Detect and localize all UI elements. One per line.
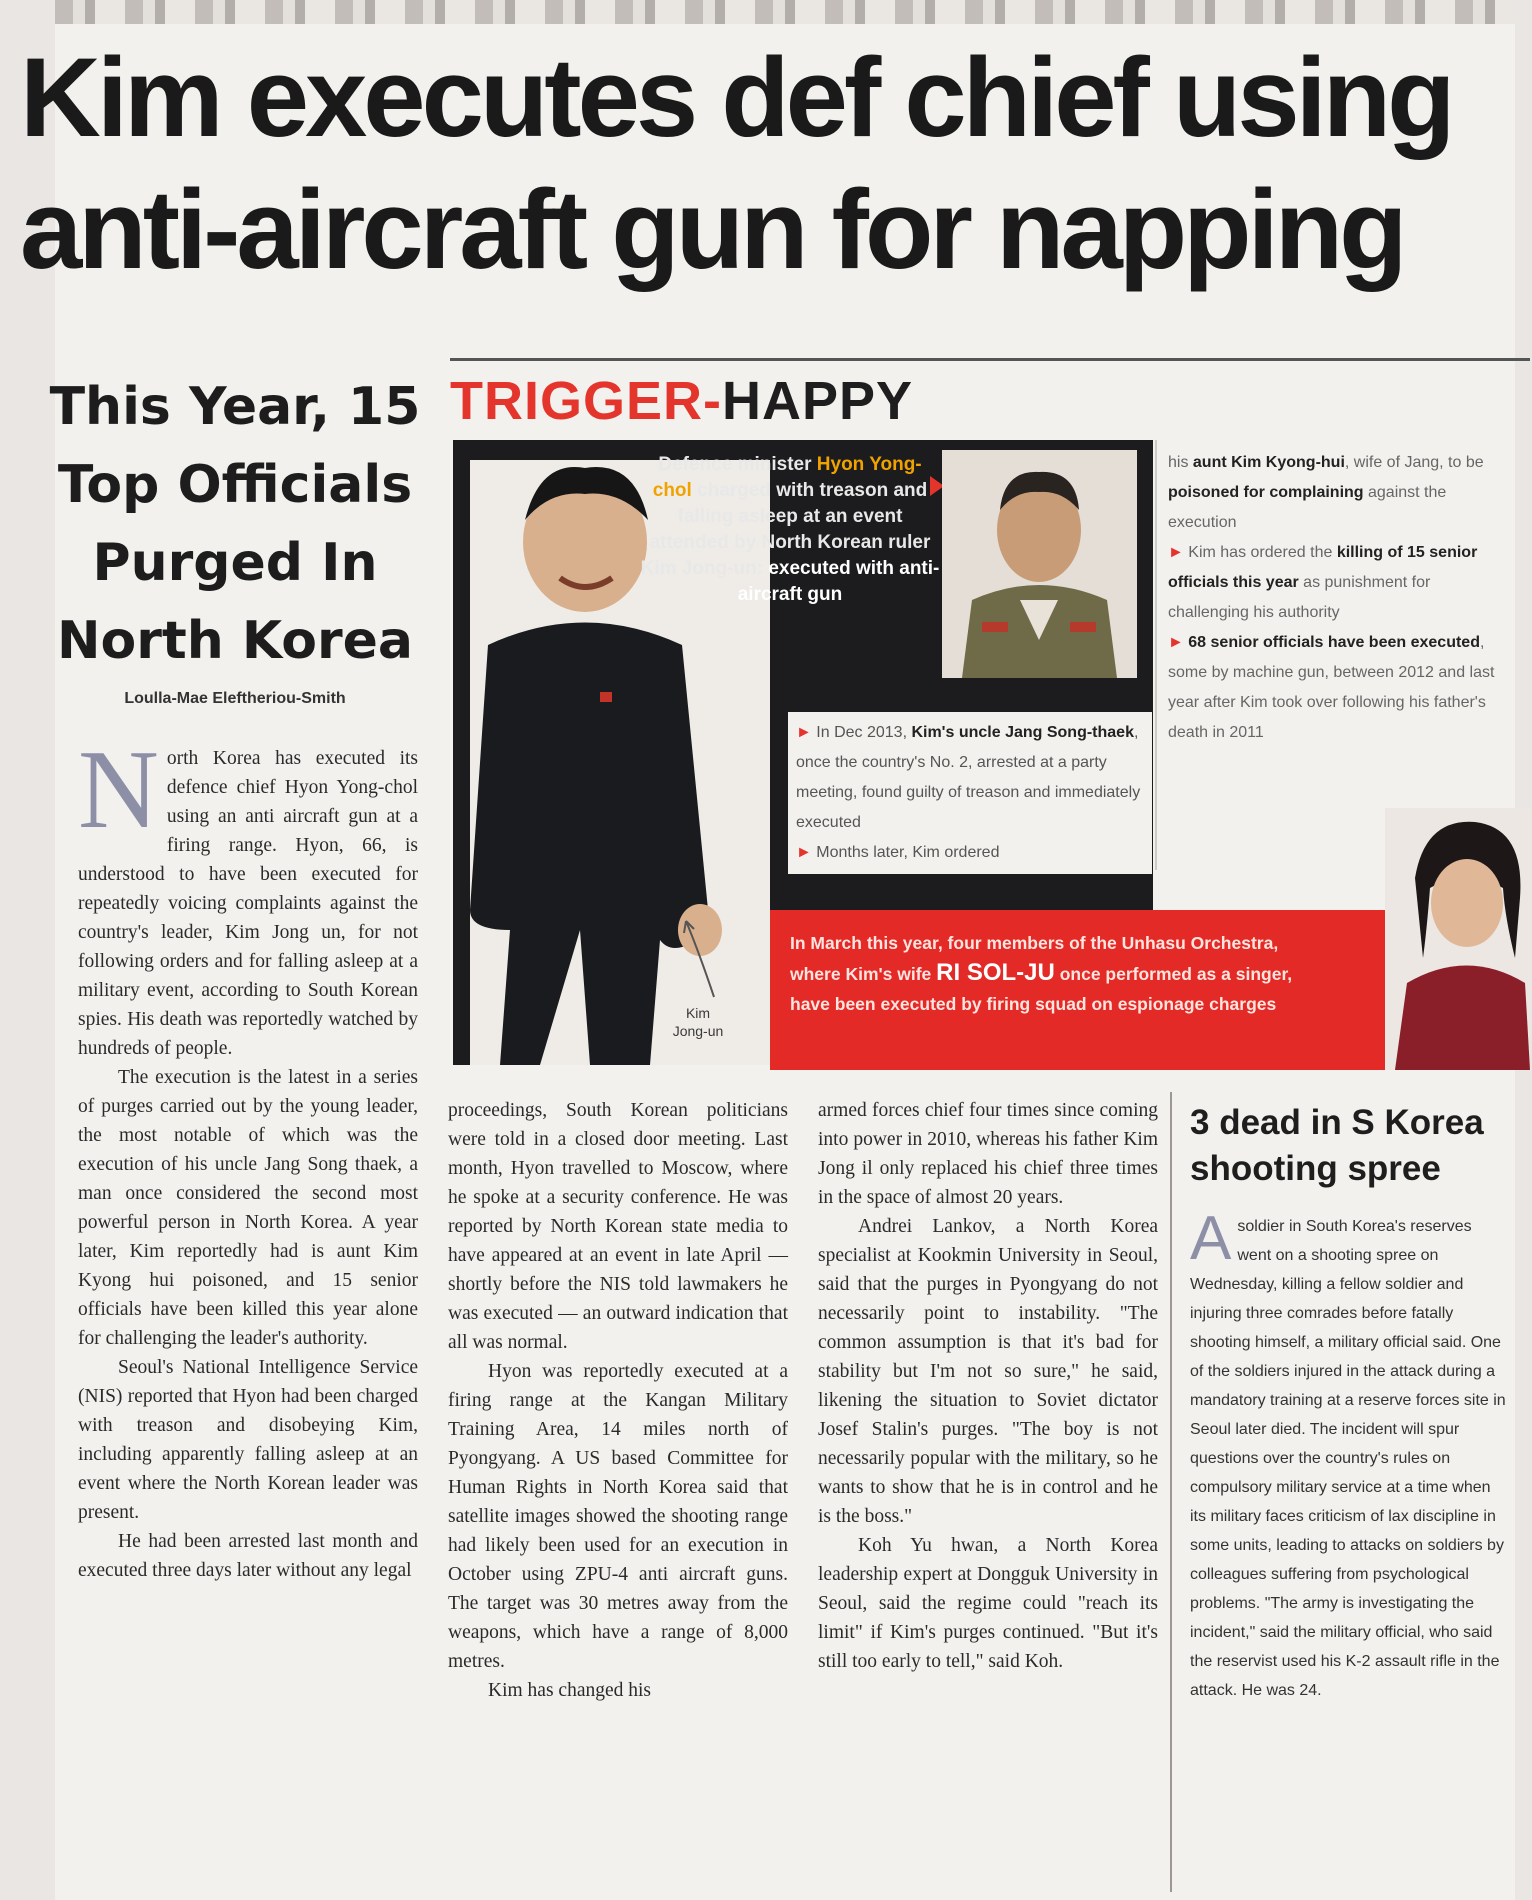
pointer-line-icon	[680, 915, 720, 1000]
hyon-caption: Defence minister Hyon Yong-chol charged with treason and falling asleep at an event attended by North Korean ruler Kim Jong-un: executed with anti-aircraft gun	[640, 454, 940, 605]
article-paragraph: The execution is the latest in a series of purges carried out by the young leader, the most notable of which was the execution of his uncle Jang Song thaek, a man once considered the second most powerful person in North Korea. A year later, Kim reportedly had is aunt Kim Kyong hui poisoned, and 15 senior officials have been killed this year alone for challenging the leader's authority.	[78, 1067, 418, 1349]
timeline-item: ► Months later, Kim ordered	[796, 844, 1000, 861]
article-paragraph: proceedings, South Korean politicians were told in a closed door meeting. Last month, Hyon travelled to Moscow, where he spoke at a security conference. He was reported by North Korean state media to have appeared at an event in late April — shortly before the NIS told lawmakers he was executed — an outward indication that all was normal.	[448, 1100, 788, 1353]
sidebar-headline: 3 dead in S Korea shooting spree	[1190, 1103, 1484, 1188]
timeline-item: ► 68 senior officials have been executed, some by machine gun, between 2012 and last year after Kim took over following his father's death in 2011	[1168, 634, 1495, 741]
article-column-1	[78, 728, 418, 1585]
article-column-2	[448, 1096, 788, 1705]
subhead: This Year, 15 Top Officials Purged In North Korea	[49, 377, 421, 671]
article-paragraph: Hyon was reportedly executed at a firing range at the Kangan Military Training Area, 14 miles north of Pyongyang. A US based Committee for Human Rights in North Korea said that satellite images showed the shooting range had likely been used for an execution in October using ZPU-4 anti aircraft guns. The target was 30 metres away from the weapons, which have a range of 8,000 metres.	[448, 1361, 788, 1672]
headline: Kim executes def chief using anti-aircraft gun for napping	[20, 35, 1452, 292]
ri-sol-ju-photo	[1385, 808, 1530, 1070]
article-paragraph: armed forces chief four times since coming into power in 2010, whereas his father Kim Jong il only replaced his chief three times in the space of almost 20 years.	[818, 1100, 1158, 1208]
red-banner-text: In March this year, four members of the Unhasu Orchestra, where Kim's wife RI SOL-JU once performed as a singer, have been executed by firing squad on espionage charges	[790, 933, 1293, 1014]
kim-photo-label: Kim Jong-un	[672, 1005, 724, 1039]
header-rule	[450, 358, 1530, 361]
timeline-item: his aunt Kim Kyong-hui, wife of Jang, to be poisoned for complaining against the execution	[1168, 454, 1484, 531]
drop-cap: A	[1190, 1204, 1232, 1273]
byline: Loulla-Mae Eleftheriou-Smith	[124, 690, 346, 707]
drop-cap: N	[78, 728, 159, 852]
column-divider	[1170, 1092, 1172, 1892]
article-paragraph: Seoul's National Intelligence Service (NIS) reported that Hyon had been charged with treason and disobeying Kim, including apparently falling asleep at an event where the North Korean leader was present.	[78, 1357, 418, 1523]
article-paragraph: Andrei Lankov, a North Korea specialist at Kookmin University in Seoul, said that the purges in Pyongyang do not necessarily point to instability. "The common assumption is that it's bad for stability but I'm not so sure," he said, likening the situation to Soviet dictator Josef Stalin's purges. "The boy is not necessarily popular with the military, so he wants to show that he is in control and he is the boss."	[818, 1216, 1158, 1527]
timeline-box-1	[788, 712, 1152, 874]
timeline-box-2	[1168, 448, 1498, 748]
timeline-item: ► In Dec 2013, Kim's uncle Jang Song-thaek, once the country's No. 2, arrested at a party meeting, found guilty of treason and immediately executed	[796, 724, 1141, 831]
timeline-item: ► Kim has ordered the killing of 15 senior officials this year as punishment for challenging his authority	[1168, 544, 1478, 621]
graphic-divider	[1155, 440, 1157, 870]
article-paragraph: Kim has changed his	[488, 1680, 652, 1701]
sidebar-body: A soldier in South Korea's reserves went on a shooting spree on Wednesday, killing a fellow soldier and injuring three comrades before fatally shooting himself, a military official said. One of the soldiers injured in the attack during a mandatory training at a reserve forces site in Seoul later died. The incident will spur questions over the country's rules on compulsory military service at a time when its military faces criticism of lax discipline in some units, leading to attacks on soldiers by colleagues suffering from psychological problems. "The army is investigating the incident," said the military official, who said the reservist used his K-2 assault rifle in the attack. He was 24.	[1190, 1204, 1506, 1699]
article-column-3	[818, 1096, 1158, 1676]
graphic-title: TRIGGER-HAPPY	[450, 371, 914, 431]
article-paragraph: North Korea has executed its defence chief Hyon Yong-chol using an anti aircraft gun at a firing range. Hyon, 66, is understood to have been executed for repeatedly voicing complaints against the country's leader, Kim Jong un, for not following orders and for falling asleep at a military event, according to South Korean spies. His death was reportedly watched by hundreds of people.	[78, 728, 418, 1059]
cropped-top-strip	[55, 0, 1515, 24]
article-paragraph: Koh Yu hwan, a North Korea leadership expert at Dongguk University in Seoul, said the regime could "reach its limit" if Kim's purges continued. "But it's still too early to tell," said Koh.	[818, 1535, 1158, 1672]
hyon-yong-chol-photo	[942, 450, 1137, 678]
article-paragraph: He had been arrested last month and executed three days later without any legal	[78, 1531, 418, 1581]
